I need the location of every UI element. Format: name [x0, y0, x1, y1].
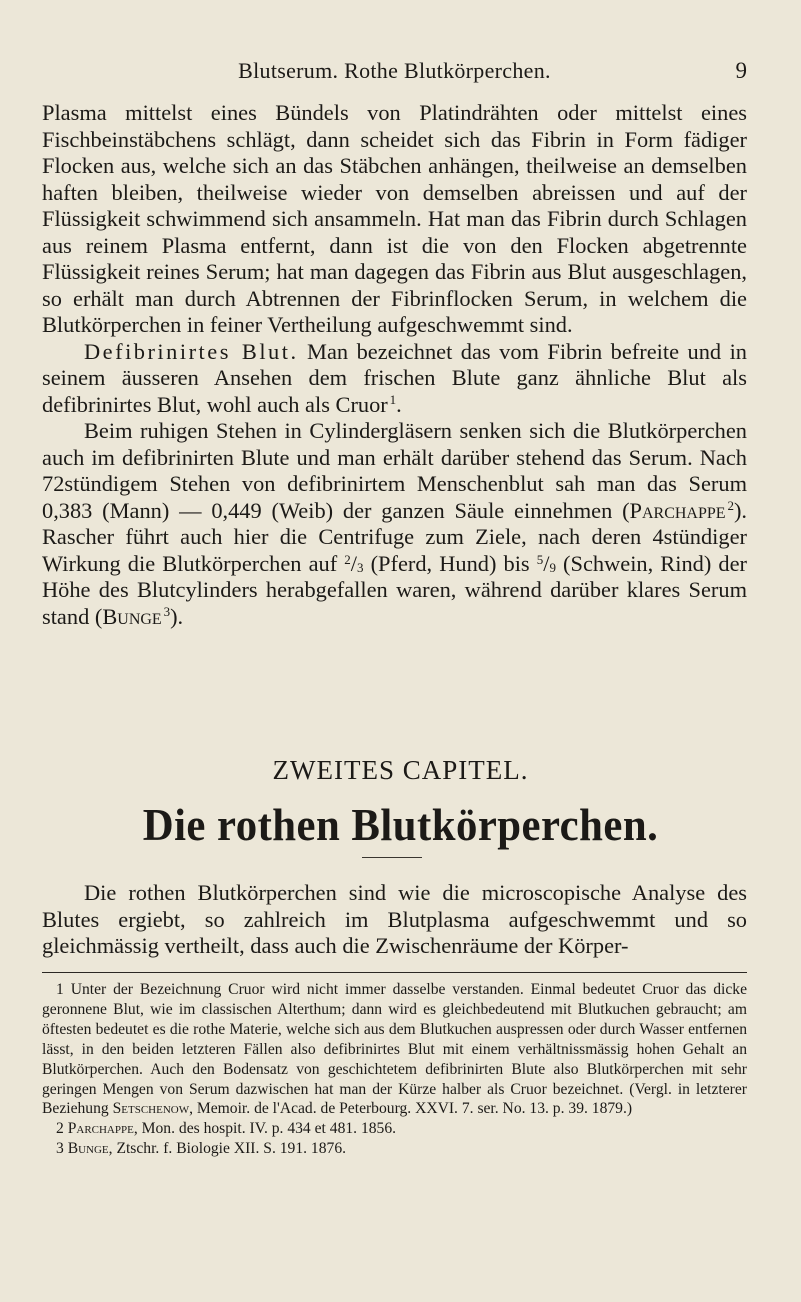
footnote-number: 3 [56, 1140, 64, 1158]
paragraph-defibrinirtes-blut [42, 339, 747, 419]
footnote-text: , Mon. des hospit. IV. p. 434 et 481. 1856. [133, 1120, 397, 1138]
paragraph-chapter-intro: Die rothen Blutkörperchen sind wie die microscopische Analyse des Blutes ergiebt, so zahlreich im Blutplasma aufgeschwemmt und so gleichmässig vertheilt, dass auch die Zwischenräume der Körper- [42, 880, 747, 958]
footnote-1 [42, 980, 747, 1119]
footnote-ref-3: 3 [163, 603, 171, 619]
run-in-heading: Defibrinirtes Blut. [84, 338, 299, 364]
text-run: ). [170, 603, 184, 629]
author-name: Setschenow [112, 1100, 190, 1118]
page-number: 9 [735, 58, 747, 83]
fraction-numerator: 2 [344, 551, 351, 567]
fraction-numerator: 5 [536, 551, 544, 567]
fraction-two-thirds: $^2/_3$ [344, 550, 364, 576]
chapter-divider [362, 857, 422, 858]
footnote-text: , Memoir. de l'Acad. de Peterbourg. XXVI. 7. ser. No. 13. p. 39. 1879.) [189, 1100, 633, 1118]
chapter-title: Die rothen Blutkörperchen. [142, 799, 659, 850]
footnote-divider [42, 972, 747, 973]
fraction-denominator: 9 [549, 559, 556, 575]
footnote-ref-1: 1 [389, 391, 397, 407]
paragraph-sedimentation [42, 418, 747, 630]
footnote-3 [42, 1139, 747, 1159]
footnote-ref-2: 2 [727, 497, 734, 513]
page-header [42, 58, 747, 88]
footnote-number: 2 [56, 1120, 64, 1138]
author-name: Parchappe [629, 497, 726, 523]
author-name: Parchappe [67, 1120, 134, 1138]
running-title: Blutserum. Rothe Blutkörperchen. [238, 58, 551, 83]
chapter-label: ZWEITES CAPITEL. [272, 755, 529, 785]
text-run: (Pferd, Hund) bis [363, 550, 537, 576]
author-name: Bunge [102, 603, 162, 629]
author-name: Bunge [67, 1140, 109, 1158]
fraction-five-ninths: $^5/_9$ [536, 550, 556, 576]
chapter-text [42, 880, 747, 960]
footnote-number: 1 [56, 981, 64, 998]
paragraph-text: Man bezeichnet das vom Fibrin befreite und in seinem äusseren Ansehen dem frischen Blute ganz ähnliche Blut als defibrinirtes Blut, wohl auch als Cruor [42, 338, 747, 417]
paragraph-plasma: Plasma mittelst eines Bündels von Platindrähten oder mittelst eines Fischbeinstäbchens schlägt, dann scheidet sich das Fibrin in Form fädiger Flocken aus, welche sich an das Stäbchen anhängen, theilweise an demselben haften bleiben, theilweise wieder von demselben abreissen und auf der Flüssigkeit schwimmend sich ansammeln. Hat man das Fibrin durch Schlagen aus reinem Plasma entfernt, dann ist die von den Flocken abgetrennte Flüssigkeit reines Serum; hat man dagegen das Fibrin aus Blut ausgeschlagen, so erhält man durch Abtrennen der Fibrinflocken Serum, in welchem die Blutkörperchen in feiner Vertheilung aufgeschwemmt sind. [42, 100, 747, 337]
text-run: (Schwein, Rind) der Höhe des Blutcylinders herabgefallen waren, während darüber klares Serum stand ( [42, 550, 747, 629]
text-run: ). Rascher führt auch hier die Centrifuge zum Ziele, nach deren 4stündiger Wirkung die Blutkörperchen auf [42, 497, 747, 576]
text-run: Beim ruhigen Stehen in Cylindergläsern senken sich die Blutkörperchen auch im defibrinirten Blute und man erhält darüber stehend das Serum. Nach 72stündigem Stehen von defibrinirtem Menschenblut sah man das Serum 0,383 (Mann) — 0,449 (Weib) der ganzen Säule einnehmen ( [42, 418, 747, 523]
footnote-text: Unter der Bezeichnung Cruor wird nicht immer dasselbe verstanden. Einmal bedeutet Cruor das dicke geronnene Blut, wie im classischen Alterthum; dann wird es gleichbedeutend mit Blutkuchen gebraucht; am öftesten bedeutet es die rothe Materie, welche sich aus dem Blutkuchen auspressen oder durch Wasser entfernen lässt, in den beiden letzteren Fällen also defibrinirtes Blut mit einem verhältnissmässig hohen Gehalt an Blutkörperchen. Auch den Bodensatz von geschichtetem defibrinirten Blute also Blutkörperchen mit sehr geringen Mengen von Serum dazwischen hat man der Kürze halber als Cruor bezeichnet. (Vergl. in letzterer Beziehung [42, 981, 747, 1118]
footnotes [42, 980, 747, 1159]
footnote-text: , Ztschr. f. Biologie XII. S. 191. 1876. [108, 1140, 347, 1158]
footnote-2 [42, 1119, 747, 1139]
main-text [42, 100, 747, 630]
paragraph-end: . [396, 391, 402, 417]
fraction-denominator: 3 [357, 559, 364, 575]
